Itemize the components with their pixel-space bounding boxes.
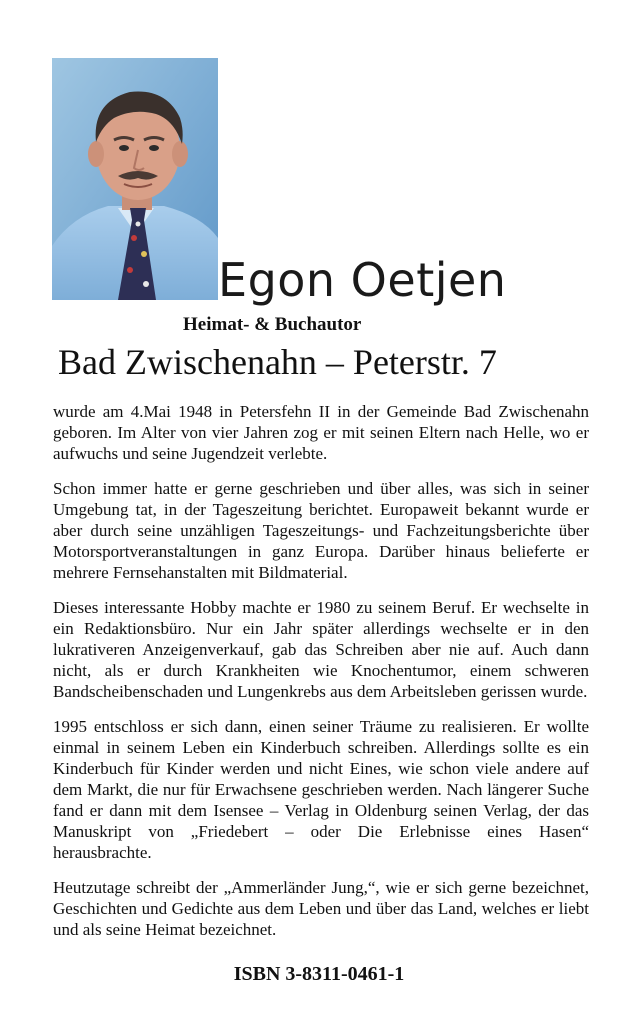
author-subtitle: Heimat- & Buchautor (183, 314, 362, 335)
biography-paragraph: Heutzutage schreibt der „Ammerländer Jung,“, wie er sich gerne bezeichnet, Geschichten und Gedichte aus dem Leben und über das Land, welches er liebt und als seine Heimat bezeichnet. (53, 878, 589, 939)
biography-paragraph: Dieses interessante Hobby machte er 1980 zu seinem Beruf. Er wechselte in ein Redaktionsbüro. Nur ein Jahr später allerdings wechselte er in den lukrativeren Anzeigenverkauf, gab das Schreiben aber nie auf. Auch dann nicht, als er durch Krankheiten wie Knochentumor, einem schweren Bandscheibenschaden und Lungenkrebs aus dem Arbeitsleben gerissen wurde. (53, 598, 589, 701)
author-location: Bad Zwischenahn – Peterstr. 7 (58, 342, 497, 382)
author-photo (52, 58, 218, 300)
author-portrait-image (52, 58, 218, 300)
isbn-number: ISBN 3-8311-0461-1 (233, 963, 405, 985)
biography-text (53, 401, 589, 954)
biography-paragraph: Schon immer hatte er gerne geschrieben und über alles, was sich in seiner Umgebung tat, in der Tageszeitung berichtet. Europaweit bekannt wurde er aber durch seine unzähligen Tageszeitungs- und Fachzeitungsberichte über Motorsportveranstaltungen in ganz Europa. Darüber hinaus belieferte er mehrere Fernsehanstalten mit Bildmaterial. (53, 479, 589, 582)
biography-paragraph: 1995 entschloss er sich dann, einen seiner Träume zu realisieren. Er wollte einmal in seinem Leben ein Kinderbuch schreiben. Allerdings sollte es ein Kinderbuch für Kinder werden und nicht Eines, wie schon viele andere auf dem Markt, die nur für Erwachsene geschrieben werden. Nach längerer Suche fand er dann mit dem Isensee – Verlag in Oldenburg seinen Verlag, der das Manuskript von „Friedebert – oder Die Erlebnisse eines Hasen“ herausbrachte. (53, 717, 589, 862)
author-name: Egon Oetjen (218, 253, 507, 307)
biography-paragraph: wurde am 4.Mai 1948 in Petersfehn II in der Gemeinde Bad Zwischenahn geboren. Im Alter von vier Jahren zog er mit seinen Eltern nach Helle, wo er aufwuchs und seine Jugendzeit verlebte. (53, 402, 589, 463)
